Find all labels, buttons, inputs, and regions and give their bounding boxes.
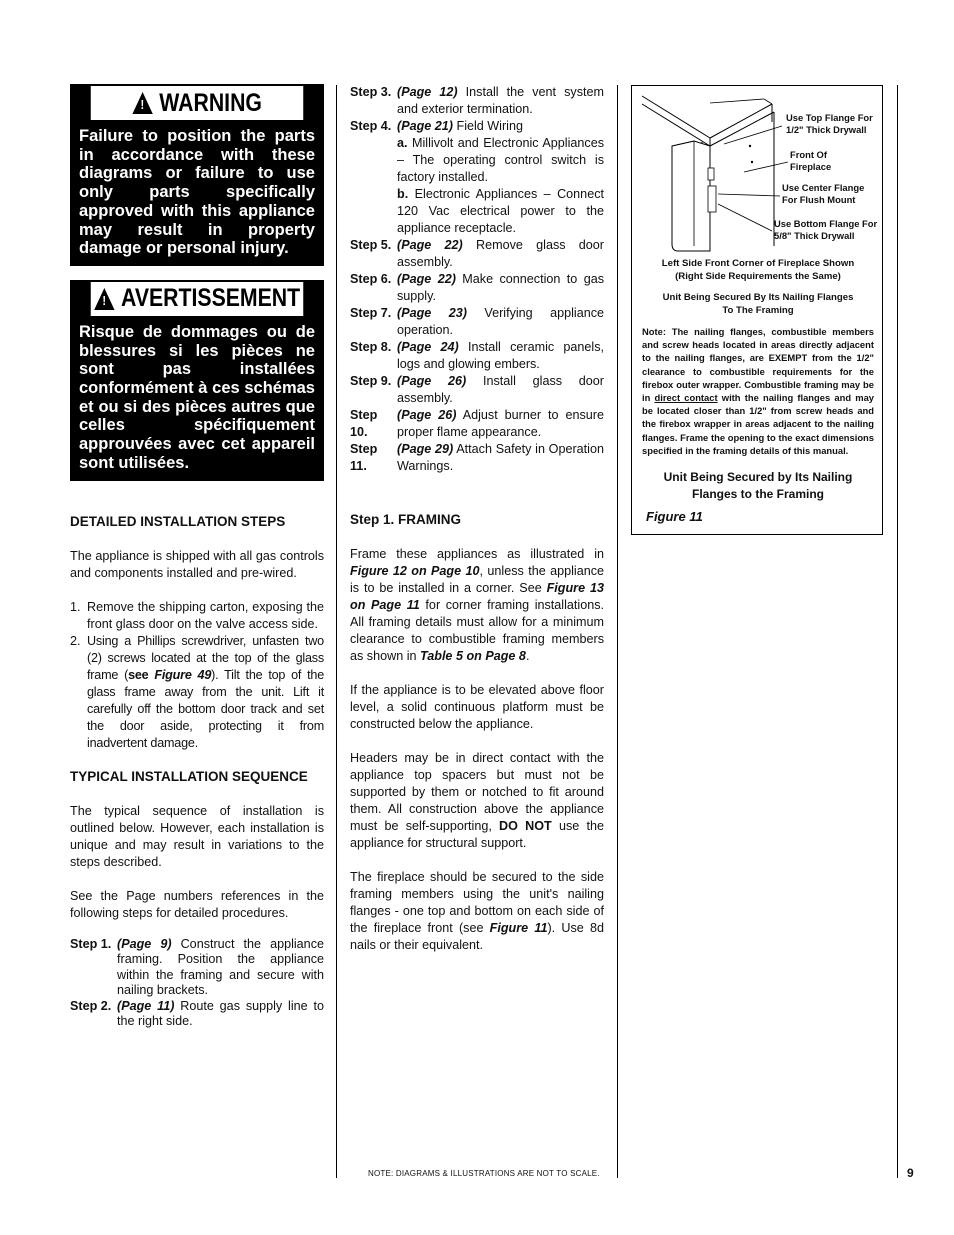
label-bottom-flange: Use Bottom Flange For 5/8" Thick Drywall [774, 218, 878, 241]
left-column [70, 84, 324, 1030]
step-item: Step 7. (Page 23) Verifying appliance operation. [350, 306, 605, 337]
figure-column [631, 85, 883, 535]
warning-box [70, 84, 324, 266]
warning-icon: ! [94, 288, 114, 310]
framing-p4: The fireplace should be secured to the side framing members using the unit's nailing flanges - one top and bottom on each side of the fireplace front (see Figure 11). Use 8d nails or their equivalent. [350, 870, 604, 952]
figure-caption-1: Left Side Front Corner of Fireplace Shown (Right Side Requirements the Same) [661, 258, 855, 282]
figure-11-box [631, 85, 883, 535]
step-item: Step 11. (Page 29) Attach Safety in Operation Warnings. [350, 442, 604, 473]
step-item: Step 5. (Page 22) Remove glass door assembly. [350, 238, 604, 269]
warning-header [91, 86, 304, 120]
typical-p1: The typical sequence of installation is outlined below. However, each installation is unique and may result in variations to the steps described. [70, 803, 324, 869]
figure-caption-2: Unit Being Secured By Its Nailing Flanges To The Framing [662, 292, 854, 316]
framing-p1: Frame these appliances as illustrated in Figure 12 on Page 10, unless the appliance is to be installed in a corner. See Figure 13 on Page 11 for corner framing installations. All framing details must allow for a minimum clearance to combustible framing members as shown in Table 5 on Page 8. [350, 547, 605, 663]
footer-note: NOTE: DIAGRAMS & ILLUSTRATIONS ARE NOT TO SCALE. [368, 1169, 600, 1178]
step-item: Step 10. (Page 26) Adjust burner to ensure proper flame appearance. [350, 408, 604, 439]
step-item: Step 9. (Page 26) Install glass door assembly. [350, 374, 604, 405]
avertissement-title: AVERTISSEMENT [121, 284, 301, 313]
column-divider-1 [336, 85, 337, 1178]
figure-label: Figure 11 [646, 509, 703, 525]
typical-p2: See the Page numbers references in the following steps for detailed procedures. [70, 888, 324, 920]
label-top-flange: Use Top Flange For 1/2" Thick Drywall [786, 112, 873, 135]
step-item: Step 8. (Page 24) Install ceramic panels, logs and glowing embers. [350, 340, 605, 371]
figure-title: Unit Being Secured by Its Nailing Flanges to the Framing [663, 470, 853, 502]
column-divider-3 [897, 85, 898, 1178]
list-item: 2. Using a Phillips screwdriver, unfasten two (2) screws located at the top of the glass frame (see Figure 49). Tilt the top of the glass frame away from the unit. Lift it carefully off the bottom door track and set the door aside, protecting it from inadvertent damage. [70, 633, 325, 750]
framing-p3: Headers may be in direct contact with the appliance top spacers but must not be supported by them or notched to fit around them. All construction above the appliance must be self-supporting, DO NOT use the appliance for structural support. [350, 751, 604, 850]
avertissement-text: Risque de dommages ou de blessures si les pièces ne sont pas installées conformément à ces schémas et ou si des pièces autres que celles spécifiquement approuvées avec cet appareil sont utilisées. [79, 322, 315, 472]
warning-icon: ! [132, 92, 152, 114]
middle-column [350, 84, 604, 954]
detailed-heading: DETAILED INSTALLATION STEPS [70, 513, 286, 529]
warning-title: WARNING [159, 88, 262, 117]
framing-heading: Step 1. FRAMING [350, 512, 462, 527]
avertissement-box [70, 280, 324, 481]
step-item: Step 6. (Page 22) Make connection to gas supply. [350, 272, 605, 303]
step-item: Step 1. (Page 9) Construct the appliance framing. Position the appliance within the framing and secure with nailing brackets. [70, 936, 324, 998]
detailed-intro: The appliance is shipped with all gas controls and components installed and pre-wired. [70, 548, 324, 580]
steps-right [350, 84, 604, 475]
column-divider-2 [617, 85, 618, 1178]
figure-note: Note: The nailing flanges, combustible members and screw heads located in areas directly adjacent to the nailing flanges, are EXEMPT from the 1/2" clearance to combustible requirements for the firebox outer wrapper. Combustible framing may be in direct contact with the nailing flanges and may be located closer than 1/2" from screw heads and the firebox wrapper in areas adjacent to the nailing flanges. Frame the opening to the exact dimensions specified in the framing details of this manual. [642, 326, 874, 456]
list-item: 1. Remove the shipping carton, exposing the front glass door on the valve access side. [70, 599, 324, 631]
label-front-of-fireplace: Front Of Fireplace [790, 149, 832, 172]
step-item: Step 2. (Page 11) Route gas supply line to the right side. [70, 998, 325, 1029]
avertissement-header [91, 282, 304, 316]
steps-left [70, 937, 324, 1030]
step-item: Step 3. (Page 12) Install the vent system and exterior termination. [350, 85, 604, 116]
typical-heading: TYPICAL INSTALLATION SEQUENCE [70, 768, 308, 784]
step-item: Step 4. (Page 21) Field Wiring a. Millivolt and Electronic Appliances – The operating control switch is factory installed. b. Electronic Appliances – Connect 120 Vac electrical power to the appliance receptacle. [350, 119, 604, 235]
page-number: 9 [907, 1166, 914, 1180]
warning-text: Failure to position the parts in accordance with these diagrams or failure to use only parts specifically approved with this appliance may result in property damage or personal injury. [79, 127, 315, 258]
detailed-list [70, 599, 324, 752]
label-center-flange: Use Center Flange For Flush Mount [782, 182, 865, 205]
framing-p2: If the appliance is to be elevated above floor level, a solid continuous platform must be constructed below the appliance. [350, 683, 604, 731]
